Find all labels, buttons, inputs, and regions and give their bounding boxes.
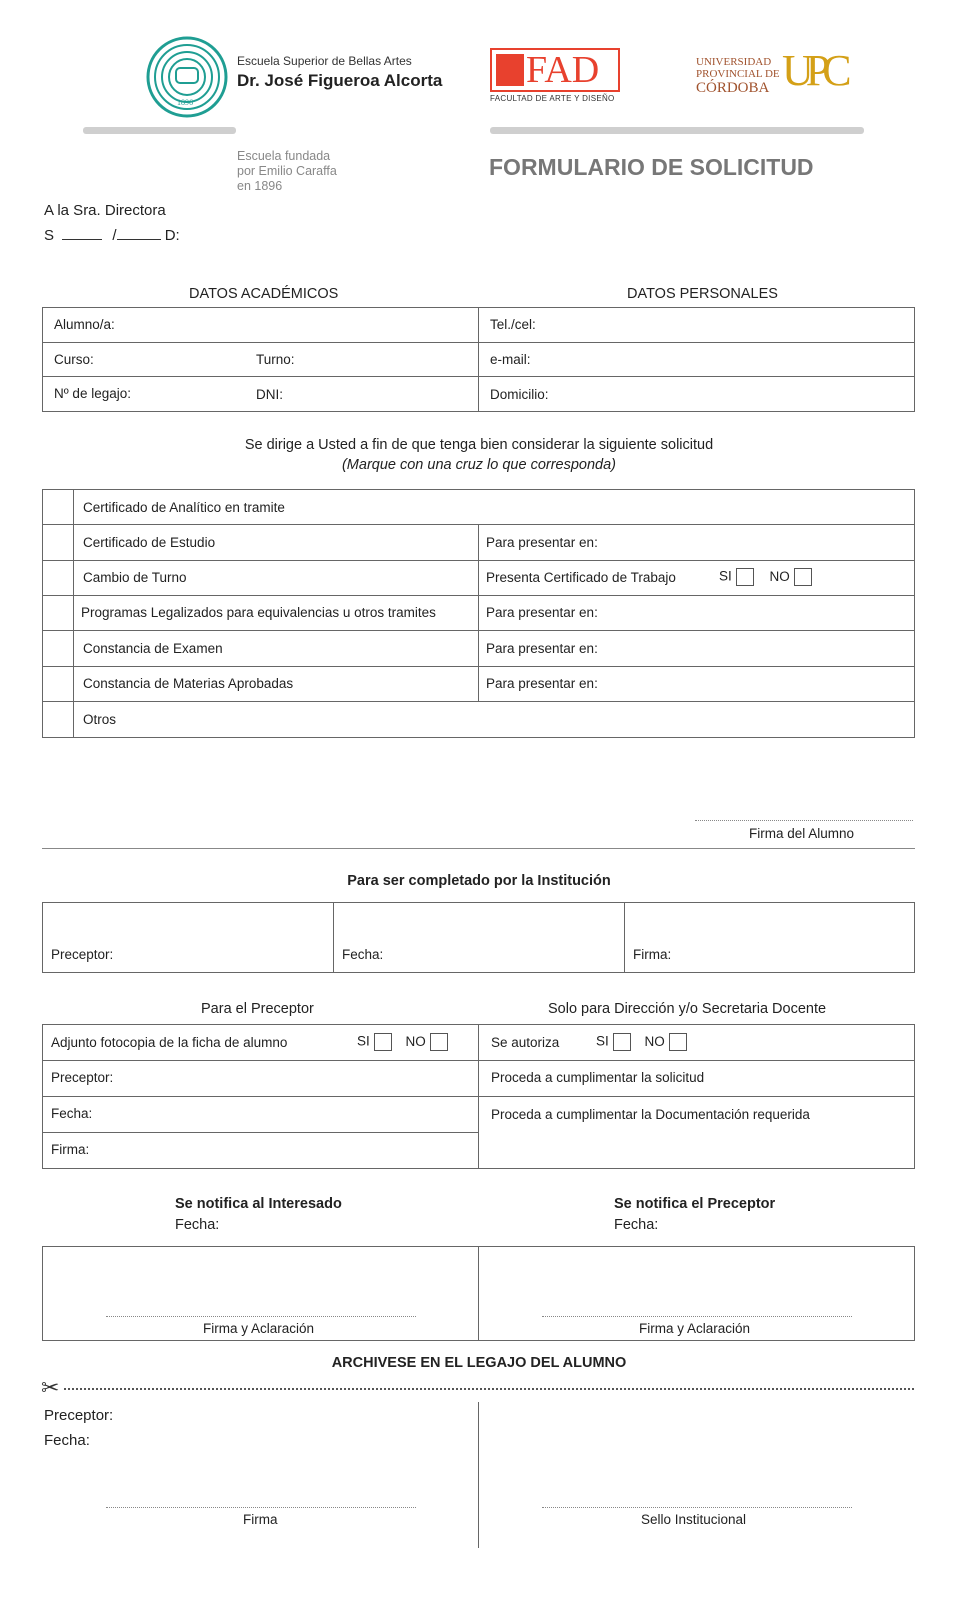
request-item-label: Certificado de Estudio — [83, 535, 216, 550]
request-item-label: Constancia de Materias Aprobadas — [83, 676, 294, 691]
request-checkbox[interactable] — [43, 667, 73, 701]
stub-fecha[interactable]: Fecha: — [44, 1432, 90, 1449]
stub-firma-line[interactable] — [106, 1507, 416, 1508]
founded-line3: en 1896 — [237, 179, 283, 193]
request-item-right[interactable]: Para presentar en: — [486, 676, 598, 691]
stub-preceptor[interactable]: Preceptor: — [44, 1407, 114, 1424]
request-checkbox[interactable] — [43, 702, 73, 737]
upc-name-line3: CÓRDOBA — [696, 80, 770, 96]
header-rule-right — [490, 127, 864, 134]
request-checkbox[interactable] — [43, 631, 73, 666]
notify-left-title: Se notifica al Interesado — [175, 1196, 342, 1212]
adjunto-label: Adjunto fotocopia de la ficha de alumno — [51, 1035, 288, 1050]
notify-right-sign-label: Firma y Aclaración — [639, 1321, 751, 1336]
request-row-divider — [42, 701, 915, 702]
firma-field[interactable]: Firma: — [51, 1142, 90, 1157]
request-col-divider — [478, 524, 479, 701]
notify-right-fecha: Fecha: — [614, 1217, 659, 1233]
si-label: SI — [719, 568, 732, 584]
request-item-label: Otros — [83, 712, 117, 727]
institution-fecha[interactable]: Fecha: — [342, 947, 384, 962]
seal-year: 1896 — [177, 98, 193, 107]
preceptor-field[interactable]: Preceptor: — [51, 1070, 114, 1085]
notify-left-sign-label: Firma y Aclaración — [203, 1321, 315, 1336]
school-name-line2: Dr. José Figueroa Alcorta — [237, 71, 443, 90]
fad-red-block — [496, 54, 524, 86]
fecha-field[interactable]: Fecha: — [51, 1106, 93, 1121]
curso-field[interactable]: Curso: — [54, 352, 94, 367]
work-cert-options — [719, 568, 812, 586]
s-blank[interactable] — [62, 239, 102, 240]
legajo-field[interactable]: Nº de legajo: — [54, 386, 131, 401]
upc-name-line1: UNIVERSIDAD — [696, 56, 772, 68]
header-rule-left — [83, 127, 236, 134]
email-field[interactable]: e-mail: — [490, 352, 531, 367]
institution-col-divider — [333, 902, 334, 973]
archive-note: ARCHIVESE EN EL LEGAJO DEL ALUMNO — [331, 1355, 627, 1371]
founded-line2: por Emilio Caraffa — [237, 164, 337, 178]
domicilio-field[interactable]: Domicilio: — [490, 387, 549, 402]
request-checkbox[interactable] — [43, 490, 73, 524]
notify-right-signature-line[interactable] — [542, 1316, 852, 1317]
no-label: NO — [644, 1033, 665, 1049]
direction-section-title: Solo para Dirección y/o Secretaria Docente — [548, 1001, 827, 1017]
tel-field[interactable]: Tel./cel: — [490, 317, 536, 332]
d-label: D: — [164, 227, 180, 244]
institution-table — [42, 902, 915, 973]
alumno-field[interactable]: Alumno/a: — [54, 317, 115, 332]
salutation-line: A la Sra. Directora — [44, 202, 166, 219]
dni-field[interactable]: DNI: — [256, 387, 283, 402]
scissors-icon: ✂ — [41, 1375, 60, 1400]
personal-title: DATOS PERSONALES — [627, 286, 778, 302]
cut-line — [64, 1388, 914, 1390]
adjunto-options — [357, 1033, 448, 1051]
institution-col-divider — [624, 902, 625, 973]
stub-firma-label: Firma — [243, 1512, 278, 1527]
school-name-line1: Escuela Superior de Bellas Artes — [237, 54, 412, 68]
upc-name-line2: PROVINCIAL DE — [696, 68, 780, 80]
request-item-right: Presenta Certificado de Trabajo — [486, 570, 676, 585]
turno-field[interactable]: Turno: — [256, 352, 295, 367]
institution-preceptor[interactable]: Preceptor: — [51, 947, 114, 962]
proceda-solicitud: Proceda a cumplimentar la solicitud — [491, 1070, 705, 1085]
salutation-sd — [44, 227, 180, 244]
fad-subtitle: FACULTAD DE ARTE Y DISEÑO — [490, 94, 615, 103]
notify-left-signature-line[interactable] — [106, 1316, 416, 1317]
request-item-label: Constancia de Examen — [83, 641, 223, 656]
academic-title: DATOS ACADÉMICOS — [189, 286, 339, 302]
notify-col-divider — [478, 1246, 479, 1341]
request-checkbox[interactable] — [43, 525, 73, 560]
autoriza-label: Se autoriza — [491, 1035, 560, 1050]
no-checkbox[interactable] — [794, 568, 812, 586]
si-label: SI — [357, 1033, 370, 1049]
si-checkbox[interactable] — [736, 568, 754, 586]
fad-text: FAD — [526, 49, 600, 91]
d-blank[interactable] — [117, 239, 161, 240]
si-label: SI — [596, 1033, 609, 1049]
notify-left-fecha: Fecha: — [175, 1217, 220, 1233]
no-label: NO — [769, 568, 790, 584]
si-checkbox[interactable] — [374, 1033, 392, 1051]
upc-logo: UPC — [782, 46, 844, 95]
proceda-documentacion: Proceda a cumplimentar la Documentación requerida — [491, 1107, 810, 1122]
stub-sello-line[interactable] — [542, 1507, 852, 1508]
stub-col-divider — [478, 1402, 479, 1548]
request-checkbox[interactable] — [43, 596, 73, 630]
request-checkbox[interactable] — [43, 561, 73, 595]
form-title: FORMULARIO DE SOLICITUD — [489, 154, 814, 180]
request-item-label: Cambio de Turno — [83, 570, 187, 585]
pd-row-divider — [42, 1060, 915, 1061]
institution-firma[interactable]: Firma: — [633, 947, 672, 962]
notify-right-title: Se notifica el Preceptor — [614, 1196, 776, 1212]
pd-row-divider — [42, 1096, 915, 1097]
no-checkbox[interactable] — [430, 1033, 448, 1051]
preceptor-section-title: Para el Preceptor — [201, 1001, 314, 1017]
request-item-right[interactable]: Para presentar en: — [486, 535, 598, 550]
student-signature-line[interactable] — [695, 820, 913, 821]
founded-line1: Escuela fundada — [237, 149, 331, 163]
request-instruction: (Marque con una cruz lo que corresponda) — [341, 457, 617, 473]
no-label: NO — [405, 1033, 426, 1049]
request-item-right[interactable]: Para presentar en: — [486, 605, 598, 620]
stub-sello-label: Sello Institucional — [641, 1512, 747, 1527]
request-item-right[interactable]: Para presentar en: — [486, 641, 598, 656]
si-checkbox[interactable] — [613, 1033, 631, 1051]
data-col-divider — [478, 307, 479, 412]
s-label: S — [44, 227, 55, 244]
institution-title: Para ser completado por la Institución — [347, 873, 611, 889]
request-item-label: Certificado de Analítico en tramite — [83, 500, 285, 515]
section-separator — [42, 848, 915, 849]
request-item-label: Programas Legalizados para equivalencias u otros tramites — [81, 605, 436, 620]
no-checkbox[interactable] — [669, 1033, 687, 1051]
autoriza-options — [596, 1033, 687, 1051]
student-signature-label: Firma del Alumno — [749, 826, 855, 841]
slash: / — [112, 227, 117, 244]
pd-row-divider — [42, 1132, 478, 1133]
fad-logo — [490, 48, 620, 92]
request-intro: Se dirige a Usted a fin de que tenga bien considerar la siguiente solicitud — [244, 437, 714, 453]
